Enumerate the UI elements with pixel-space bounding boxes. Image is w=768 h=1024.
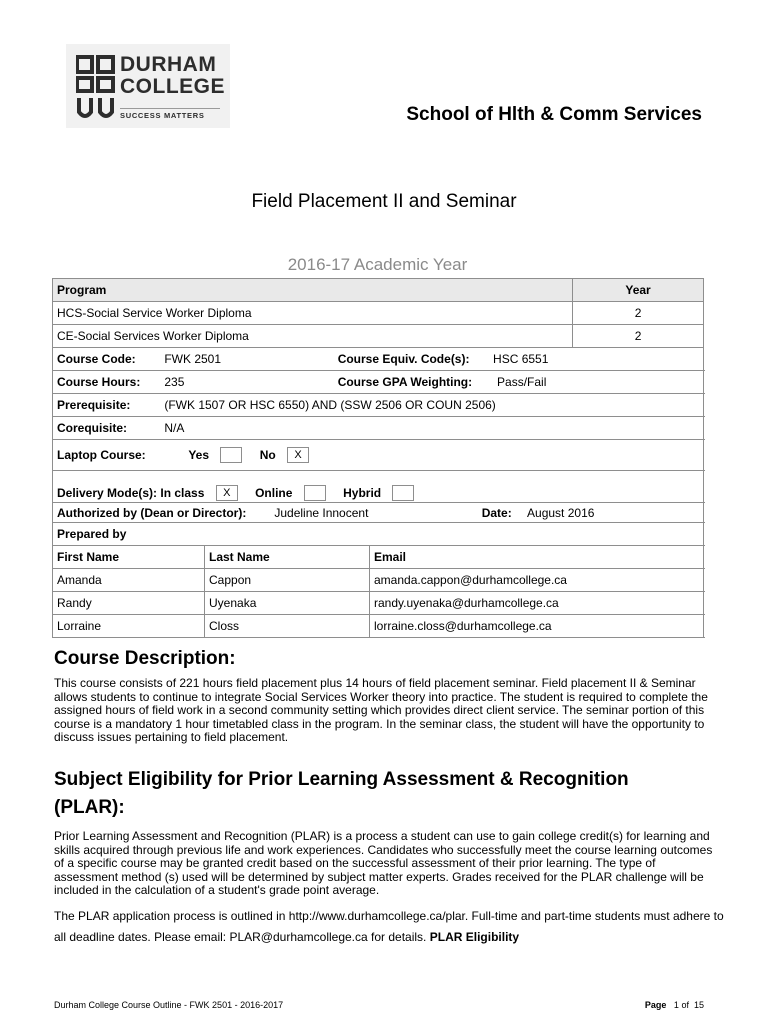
- inclass-checkbox[interactable]: X: [216, 485, 238, 501]
- course-description-heading: Course Description:: [54, 648, 236, 669]
- contact-last-name: Uyenaka: [205, 592, 370, 615]
- email-header: Email: [370, 546, 704, 569]
- contact-email[interactable]: amanda.cappon@durhamcollege.ca: [370, 569, 704, 592]
- footer-total-pages: 15: [693, 1000, 704, 1010]
- course-code-label: Course Code:: [57, 352, 136, 367]
- program-header-row: [53, 279, 704, 302]
- academic-year: 2016-17 Academic Year: [287, 255, 468, 274]
- footer-page-label: Page: [644, 1000, 667, 1010]
- course-code-value: FWK 2501: [164, 352, 222, 367]
- date-label: Date:: [481, 505, 512, 520]
- plar-paragraph: Prior Learning Assessment and Recognition (PLAR) is a process a student can use to gain college credit(s) for learning and skills acquired through previous life and work experiences. Candidates who successfully meet the course learning outcomes of a specific course may be granted credit based on the successful assessment of their prior learning. The type of assessment method (s) used will be determined by subject matter experts. Grades received for the PLAR challenge will be included in the calculation of a student's grade point average.: [54, 829, 713, 897]
- plar-application-paragraph: [54, 906, 734, 948]
- laptop-yes-label: Yes: [188, 448, 210, 462]
- gpa-value: Pass/Fail: [497, 375, 547, 390]
- logo-tagline: SUCCESS MATTERS: [120, 108, 220, 120]
- footer-of-label: of: [681, 1000, 689, 1010]
- equiv-code-value: HSC 6551: [493, 352, 549, 367]
- plar-eligibility-label[interactable]: PLAR Eligibility: [429, 930, 520, 944]
- corequisite-label: Corequisite:: [57, 421, 128, 436]
- delivery-row: [53, 471, 704, 503]
- course-info-table: [52, 278, 704, 638]
- logo-name-line2: COLLEGE: [120, 75, 226, 98]
- contact-email[interactable]: randy.uyenaka@durhamcollege.ca: [370, 592, 704, 615]
- contact-first-name: Randy: [53, 592, 205, 615]
- authorized-label: Authorized by (Dean or Director):: [57, 505, 247, 520]
- online-checkbox[interactable]: [304, 485, 326, 501]
- corequisite-row: [53, 417, 704, 440]
- last-name-header: Last Name: [205, 546, 370, 569]
- contact-row: [53, 615, 704, 638]
- program-row: [53, 325, 704, 348]
- program-name: CE-Social Services Worker Diploma: [53, 325, 573, 348]
- authorized-row: [53, 503, 704, 523]
- hybrid-label: Hybrid: [343, 486, 382, 500]
- contact-header-row: [53, 546, 704, 569]
- contact-row: [53, 592, 704, 615]
- equiv-code-label: Course Equiv. Code(s):: [337, 352, 470, 367]
- contact-last-name: Cappon: [205, 569, 370, 592]
- laptop-no-label: No: [259, 448, 276, 462]
- logo-emblem-icon: [76, 54, 116, 120]
- prerequisite-value: (FWK 1507 OR HSC 6550) AND (SSW 2506 OR COUN 2506): [164, 398, 496, 413]
- course-hours-value: 235: [164, 375, 185, 390]
- course-code-row: [53, 348, 704, 371]
- college-logo: [66, 44, 230, 128]
- hybrid-checkbox[interactable]: [392, 485, 414, 501]
- plar-application-text: The PLAR application process is outlined in http://www.durhamcollege.ca/plar. Full-time and part-time students must adhere to all deadline dates. Please email: PLAR@durhamcollege.ca for details.: [54, 909, 724, 944]
- contact-first-name: Amanda: [53, 569, 205, 592]
- footer-page: 1: [673, 1000, 679, 1010]
- first-name-header: First Name: [53, 546, 205, 569]
- laptop-no-checkbox[interactable]: X: [287, 447, 309, 463]
- date-value: August 2016: [527, 505, 595, 520]
- contact-email[interactable]: lorraine.closs@durhamcollege.ca: [370, 615, 704, 638]
- laptop-row: [53, 440, 704, 471]
- prepared-by-label: Prepared by: [53, 523, 704, 546]
- laptop-yes-checkbox[interactable]: [220, 447, 242, 463]
- online-label: Online: [255, 486, 293, 500]
- corequisite-value: N/A: [164, 421, 185, 436]
- school-name: School of Hlth & Comm Services: [406, 104, 702, 125]
- delivery-label: Delivery Mode(s): In class: [57, 486, 205, 500]
- contact-last-name: Closs: [205, 615, 370, 638]
- prerequisite-label: Prerequisite:: [57, 398, 131, 413]
- course-hours-row: [53, 371, 704, 394]
- program-header: Program: [53, 279, 573, 302]
- program-row: [53, 302, 704, 325]
- prepared-by-row: [53, 523, 704, 546]
- program-name: HCS-Social Service Worker Diploma: [53, 302, 573, 325]
- logo-name-line1: DURHAM: [120, 53, 217, 76]
- authorized-value: Judeline Innocent: [274, 505, 369, 520]
- prerequisite-row: [53, 394, 704, 417]
- contact-first-name: Lorraine: [53, 615, 205, 638]
- program-year: 2: [573, 302, 704, 325]
- footer-page-number: [645, 1000, 704, 1010]
- course-description-text: This course consists of 221 hours field placement plus 14 hours of field placement seminar. Field placement II & Seminar allows students to continue to integrate Social Services Worker theory into practice. The student is required to complete the assigned hours of field work in a second community setting which provides direct client service. The seminar portion of this course is a mandatory 1 hour timetabled class in the program. In the seminar class, the student will have the opportunity to discuss issues pertaining to field placement.: [54, 676, 708, 744]
- contact-row: [53, 569, 704, 592]
- gpa-label: Course GPA Weighting:: [337, 375, 473, 390]
- plar-heading: Subject Eligibility for Prior Learning Assessment & Recognition (PLAR):: [54, 769, 629, 818]
- course-hours-label: Course Hours:: [57, 375, 141, 390]
- program-year: 2: [573, 325, 704, 348]
- year-header: Year: [573, 279, 704, 302]
- laptop-label: Laptop Course:: [57, 448, 146, 462]
- course-title: Field Placement II and Seminar: [251, 191, 517, 212]
- footer-course-info: Durham College Course Outline - FWK 2501 - 2016-2017: [54, 1000, 284, 1010]
